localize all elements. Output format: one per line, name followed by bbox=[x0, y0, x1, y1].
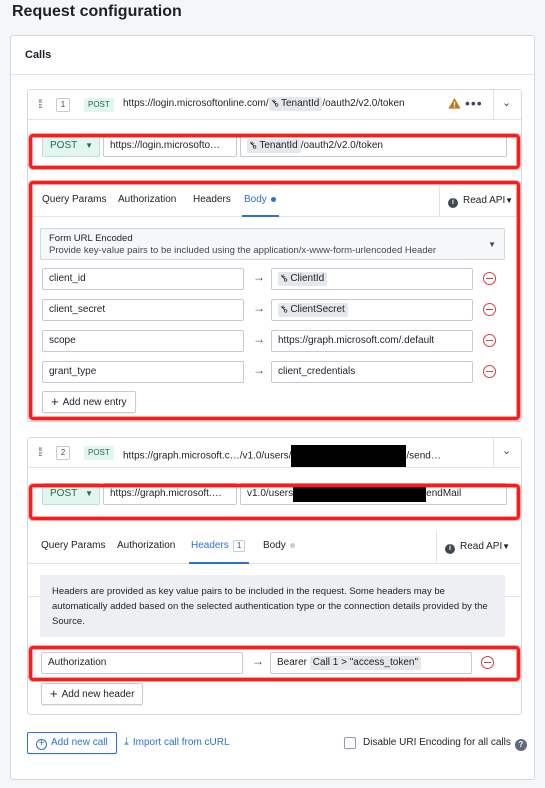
remove-entry-icon[interactable] bbox=[483, 334, 496, 347]
path-suffix: /oauth2/v2.0/token bbox=[300, 140, 383, 151]
call-1-tabs bbox=[28, 185, 521, 217]
disable-uri-text: Disable URI Encoding for all calls bbox=[363, 737, 511, 748]
add-call-label: Add new call bbox=[51, 737, 108, 748]
method-tag: POST bbox=[84, 98, 114, 112]
url-prefix: https://login.microsoftonline.com/ bbox=[123, 98, 269, 109]
caret-down-icon: ▼ bbox=[85, 141, 93, 150]
active-tab-indicator bbox=[189, 562, 249, 564]
import-icon: ⤓ bbox=[124, 736, 129, 748]
disable-uri-encoding-checkbox[interactable] bbox=[344, 737, 356, 749]
method-tag: POST bbox=[84, 446, 114, 460]
info-icon: i bbox=[448, 198, 458, 208]
headers-info-callout: Headers are provided as key value pairs to be included in the request. Some headers may be automatically added based on the selected authentication type or the connection details provided by the Source. bbox=[40, 575, 505, 637]
arrow-right-icon: → bbox=[253, 363, 265, 377]
token-label: TenantId bbox=[280, 98, 320, 109]
path-field[interactable] bbox=[240, 135, 507, 157]
base-url-field[interactable]: https://graph.microsoft.… bbox=[103, 483, 237, 505]
entry-value-field[interactable] bbox=[271, 299, 473, 321]
call-number-badge: 1 bbox=[56, 98, 70, 112]
arrow-right-icon: → bbox=[253, 301, 265, 315]
info-icon: i bbox=[445, 544, 455, 554]
plus-icon: + bbox=[51, 394, 59, 409]
token-label: TenantId bbox=[259, 140, 298, 151]
calls-section-title: Calls bbox=[25, 49, 52, 61]
entry-key-field[interactable]: client_secret bbox=[42, 299, 244, 321]
path-suffix: endMail bbox=[426, 488, 462, 499]
add-entry-button[interactable] bbox=[42, 391, 136, 413]
divider bbox=[11, 74, 534, 75]
key-icon: ⚷ bbox=[268, 97, 282, 111]
tenant-id-token bbox=[269, 97, 323, 111]
url-prefix: https://graph.microsoft.c…/v1.0/users/ bbox=[123, 450, 292, 462]
key-icon: ⚷ bbox=[246, 139, 260, 153]
tab-body-label: Body bbox=[263, 540, 286, 551]
help-icon[interactable]: ? bbox=[515, 739, 527, 751]
method-select[interactable] bbox=[42, 483, 100, 505]
path-prefix: v1.0/users bbox=[247, 488, 294, 499]
call-number-badge: 2 bbox=[56, 446, 70, 460]
import-curl-label: Import call from cURL bbox=[132, 737, 230, 748]
client-id-token bbox=[278, 272, 327, 286]
header-key-field[interactable]: Authorization bbox=[41, 652, 243, 674]
disable-uri-encoding-label bbox=[363, 737, 527, 751]
chevron-down-icon[interactable]: ⌄ bbox=[502, 97, 512, 109]
remove-entry-icon[interactable] bbox=[483, 365, 496, 378]
warning-icon[interactable] bbox=[448, 97, 461, 110]
call-2-tab-bar bbox=[27, 531, 520, 564]
entry-key-field[interactable]: grant_type bbox=[42, 361, 244, 383]
caret-down-icon: ▼ bbox=[505, 196, 513, 205]
tab-authorization[interactable]: Authorization bbox=[118, 194, 177, 205]
tenant-id-token bbox=[247, 139, 301, 153]
token-label: ClientSecret bbox=[290, 304, 345, 315]
arrow-right-icon: → bbox=[253, 270, 265, 284]
call-url-summary bbox=[123, 97, 405, 111]
read-api-select[interactable] bbox=[436, 531, 514, 563]
header-separator bbox=[493, 90, 494, 120]
entry-value-field[interactable]: client_credentials bbox=[271, 361, 473, 383]
read-api-select[interactable] bbox=[439, 185, 517, 216]
active-tab-indicator bbox=[242, 215, 279, 217]
entry-key-field[interactable]: scope bbox=[42, 330, 244, 352]
remove-entry-icon[interactable] bbox=[483, 272, 496, 285]
tab-body[interactable] bbox=[263, 540, 295, 551]
token-label: ClientId bbox=[290, 273, 325, 284]
arrow-right-icon: → bbox=[252, 654, 264, 668]
call-card-1 bbox=[27, 89, 522, 422]
method-select-value: POST bbox=[50, 140, 78, 151]
key-icon: ⚷ bbox=[277, 272, 291, 286]
call-url-summary bbox=[123, 445, 441, 467]
page-title: Request configuration bbox=[12, 3, 182, 20]
call-header-1[interactable] bbox=[28, 90, 521, 120]
remove-entry-icon[interactable] bbox=[483, 303, 496, 316]
add-call-button[interactable] bbox=[27, 732, 117, 754]
body-status-dot bbox=[271, 197, 276, 202]
tab-query-params[interactable]: Query Params bbox=[42, 194, 107, 205]
chevron-down-icon[interactable]: ⌄ bbox=[502, 445, 512, 457]
tab-headers[interactable] bbox=[191, 540, 245, 552]
redacted-block bbox=[291, 445, 406, 467]
path-field[interactable] bbox=[240, 483, 507, 505]
headers-count-badge: 1 bbox=[233, 540, 245, 552]
tab-body-label: Body bbox=[244, 194, 267, 205]
add-entry-label: Add new entry bbox=[62, 397, 127, 408]
body-status-dot bbox=[290, 543, 295, 548]
method-select-value: POST bbox=[50, 488, 78, 499]
read-api-label: Read API bbox=[463, 195, 506, 206]
entry-value-field[interactable]: https://graph.microsoft.com/.default bbox=[271, 330, 473, 352]
plus-circle-icon: + bbox=[36, 739, 47, 750]
key-icon: ⚷ bbox=[277, 303, 291, 317]
tab-headers-label: Headers bbox=[191, 540, 229, 551]
entry-value-field[interactable] bbox=[271, 268, 473, 290]
drag-handle-icon[interactable]: ⁞⁞ bbox=[38, 445, 41, 459]
remove-header-icon[interactable] bbox=[481, 656, 494, 669]
url-suffix: /send… bbox=[406, 450, 441, 462]
caret-down-icon: ▼ bbox=[85, 489, 93, 498]
caret-down-icon: ▼ bbox=[488, 240, 496, 249]
header-value-field[interactable] bbox=[270, 652, 472, 674]
caret-down-icon: ▼ bbox=[502, 542, 510, 551]
tab-body[interactable] bbox=[244, 194, 276, 205]
access-token-reference: Call 1 > "access_token" bbox=[310, 656, 421, 670]
read-api-label: Read API bbox=[460, 541, 503, 552]
encoding-title: Form URL Encoded bbox=[49, 233, 133, 244]
entry-key-field[interactable]: client_id bbox=[42, 268, 244, 290]
base-url-field[interactable]: https://login.microsofto… bbox=[103, 135, 237, 157]
add-header-label: Add new header bbox=[61, 689, 135, 700]
more-options-icon[interactable]: ••• bbox=[465, 95, 483, 111]
tab-query-params[interactable]: Query Params bbox=[41, 540, 106, 551]
arrow-right-icon: → bbox=[253, 332, 265, 346]
import-curl-button[interactable] bbox=[124, 732, 230, 754]
encoding-description: Provide key-value pairs to be included using the application/x-www-form-urlencoded Header bbox=[49, 245, 437, 256]
call-header-2[interactable] bbox=[28, 438, 521, 468]
body-encoding-select[interactable] bbox=[40, 228, 505, 260]
url-suffix: /oauth2/v2.0/token bbox=[322, 98, 405, 109]
header-value-prefix: Bearer bbox=[277, 657, 308, 668]
tab-authorization[interactable]: Authorization bbox=[117, 540, 176, 551]
header-separator bbox=[493, 438, 494, 468]
client-secret-token bbox=[278, 303, 348, 317]
tab-headers[interactable]: Headers bbox=[193, 194, 231, 205]
redacted-block bbox=[293, 484, 426, 502]
method-select[interactable] bbox=[42, 135, 100, 157]
plus-icon: + bbox=[50, 686, 58, 701]
drag-handle-icon[interactable]: ⁞⁞ bbox=[38, 97, 41, 111]
add-header-button[interactable] bbox=[41, 683, 143, 705]
